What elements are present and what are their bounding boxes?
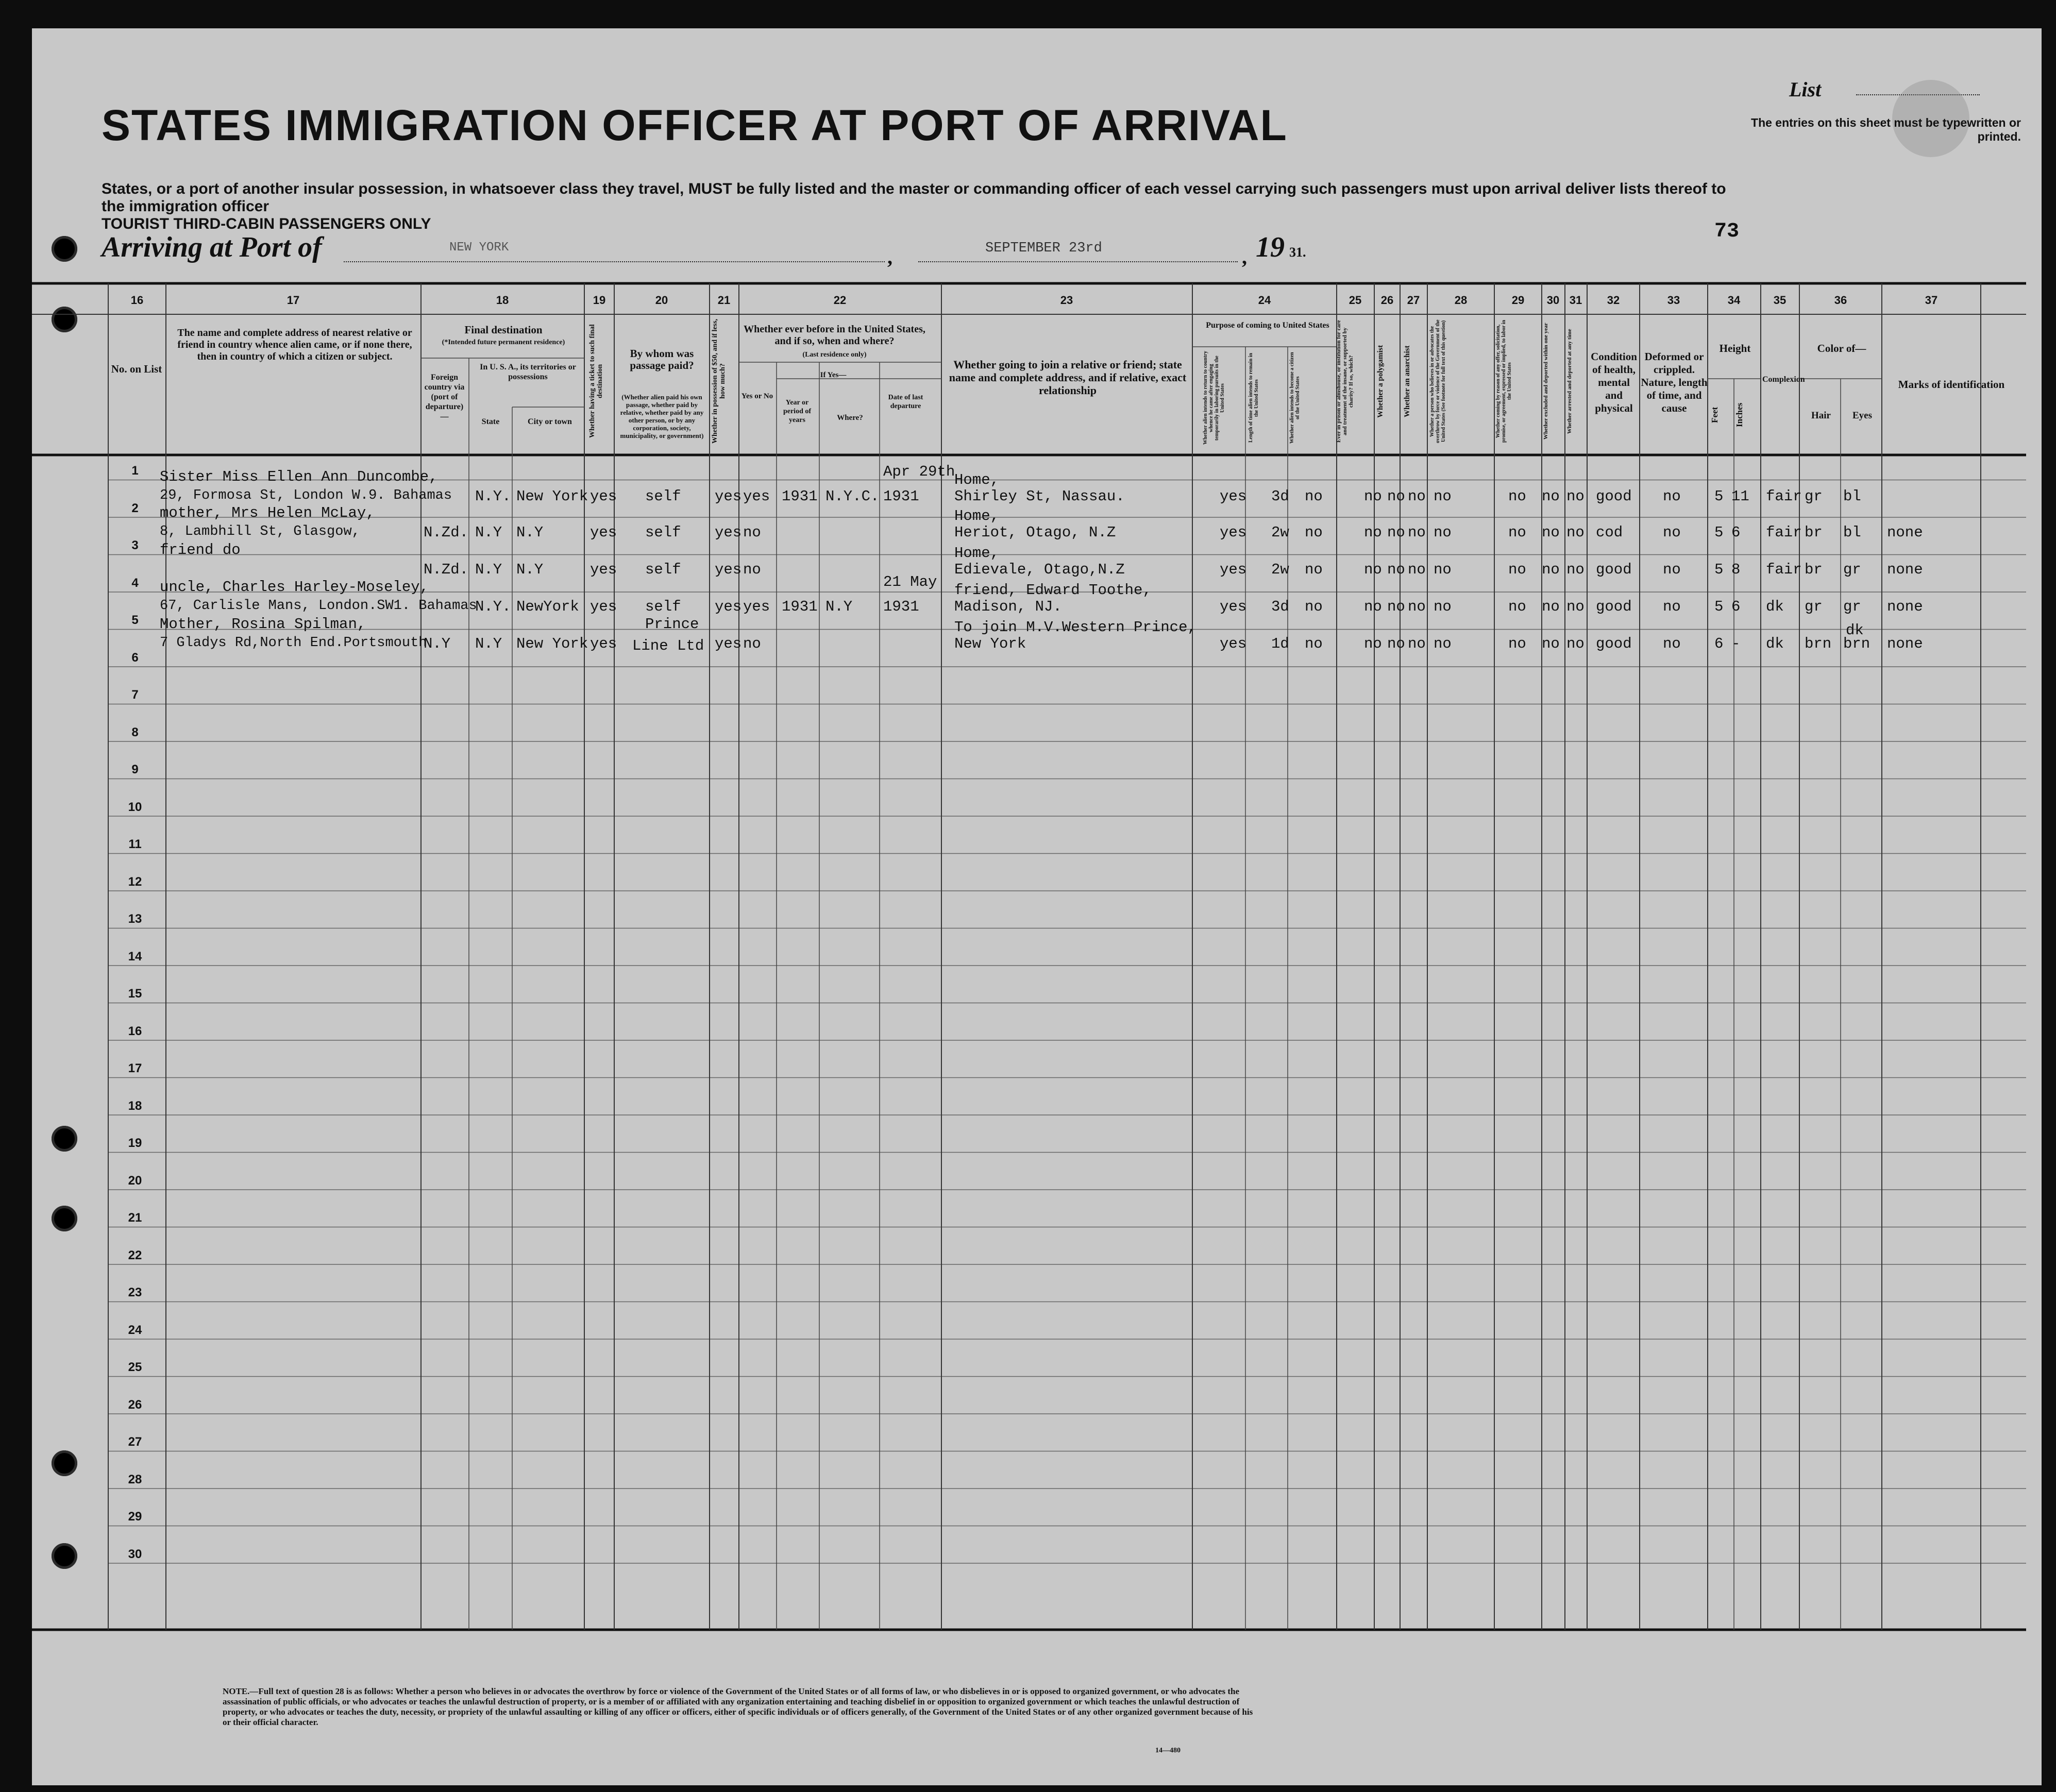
ticket-value: yes (590, 635, 617, 652)
row-number: 8 (131, 725, 139, 739)
purpose-citizen: no (1305, 488, 1323, 505)
q31-value: no (1566, 635, 1585, 652)
column-number: 35 (1773, 294, 1787, 307)
header-date-departure: Date of last departure (888, 394, 923, 410)
header-state: State (481, 417, 500, 426)
height-feet: 5 (1714, 524, 1724, 541)
column-number: 31 (1569, 294, 1582, 307)
purpose-return: yes (1220, 598, 1247, 615)
departure-date: Apr 29th (883, 463, 955, 480)
passage-paid: self (645, 524, 681, 541)
column-number: 26 (1380, 294, 1394, 307)
relative-name: friend do (160, 542, 241, 559)
purpose-length: 3d (1271, 488, 1289, 505)
row-number: 9 (131, 763, 139, 776)
header-v24c: Whether alien intends to become a citizen of the United States (1289, 352, 1301, 444)
joining-line2: Madison, NJ. (954, 598, 1062, 615)
complexion-value: fair (1766, 488, 1802, 505)
header-where: Where? (837, 414, 863, 422)
purpose-length: 1d (1271, 635, 1289, 652)
q29-value: no (1508, 635, 1526, 652)
departure-date: 21 May (883, 573, 937, 590)
joining-line1: Home, (954, 545, 1000, 562)
eyes-value: gr (1843, 598, 1861, 615)
passage-paid-line2: Line Ltd (632, 637, 704, 654)
column-number: 16 (130, 294, 144, 307)
row-number: 5 (131, 613, 139, 627)
passage-paid: self (645, 598, 681, 615)
hair-value: br (1805, 524, 1823, 541)
health-value: cod (1596, 524, 1623, 541)
column-number: 29 (1511, 294, 1525, 307)
form-number: 14—480 (1155, 1747, 1181, 1754)
purpose-citizen: no (1305, 524, 1323, 541)
health-value: good (1596, 561, 1632, 578)
column-number: 20 (655, 294, 668, 307)
page-title: STATES IMMIGRATION OFFICER AT PORT OF ARRIVAL (102, 101, 1288, 149)
joining-line2: New York (954, 635, 1026, 652)
q28-value: no (1434, 524, 1452, 541)
height-inches: - (1731, 635, 1741, 652)
header-health: Condition of health, mental and physical (1591, 350, 1637, 414)
destination-state: N.Y. (475, 488, 511, 505)
relative-address: 8, Lambhill St, Glasgow, (160, 524, 360, 539)
header-foreign-country: Foreign country via (port of departure)— (424, 373, 465, 421)
joining-line2: Shirley St, Nassau. (954, 488, 1125, 505)
header-before-in-us: Whether ever before in the United States, and if so, when and where? (744, 324, 925, 347)
health-value: good (1596, 488, 1632, 505)
purpose-return: yes (1220, 635, 1247, 652)
before-yes-no: no (743, 561, 761, 578)
passage-paid: self (645, 488, 681, 505)
column-number: 24 (1258, 294, 1271, 307)
q25-value: no (1364, 488, 1382, 505)
row-number: 16 (128, 1024, 142, 1038)
column-number: 37 (1925, 294, 1938, 307)
arrival-date: SEPTEMBER 23rd (985, 241, 1102, 256)
q29-value: no (1508, 598, 1526, 615)
purpose-return: yes (1220, 488, 1247, 505)
hair-value: gr (1805, 488, 1823, 505)
passenger-class: TOURIST THIRD-CABIN PASSENGERS ONLY (102, 215, 431, 232)
q27-value: no (1408, 561, 1426, 578)
q27-value: no (1408, 598, 1426, 615)
relative-name: Sister Miss Ellen Ann Duncombe, (160, 468, 438, 485)
before-where: N.Y.C. (825, 488, 880, 505)
complexion-value: dk (1766, 598, 1784, 615)
column-number: 21 (717, 294, 731, 307)
hair-value: br (1805, 561, 1823, 578)
row-number: 30 (128, 1547, 142, 1561)
header-complexion: Complexion (1762, 375, 1805, 384)
foreign-country: N.Y (424, 635, 451, 652)
ticket-value: yes (590, 598, 617, 615)
list-label: List (1789, 78, 1822, 101)
q30-value: no (1542, 524, 1560, 541)
q26-value: no (1387, 488, 1405, 505)
q25-value: no (1364, 635, 1382, 652)
header-height: Height (1719, 342, 1751, 354)
row-number: 27 (128, 1435, 142, 1449)
eyes-value: bl (1843, 488, 1861, 505)
q28-value: no (1434, 635, 1452, 652)
marks-value: none (1887, 598, 1923, 615)
header-yes-no: Yes or No (741, 392, 773, 400)
joining-line2: Heriot, Otago, N.Z (954, 524, 1116, 541)
purpose-citizen: no (1305, 561, 1323, 578)
header-v24a: Whether alien intends to return to country whence he came after engaging temporarily in laboring pursuits in the United States (1203, 351, 1225, 445)
destination-state: N.Y (475, 561, 502, 578)
header-last-residence: (Last residence only) (802, 351, 867, 359)
q27-value: no (1408, 524, 1426, 541)
row-number: 10 (128, 800, 142, 814)
header-v24b: Length of time alien intends to remain in the United States (1248, 353, 1259, 443)
eyes-value: bl (1843, 524, 1861, 541)
port-value: NEW YORK (449, 241, 509, 255)
header-passage-paid: By whom was passage paid? (630, 347, 694, 371)
row-number: 20 (128, 1173, 142, 1188)
header-purpose: Purpose of coming to United States (1206, 321, 1329, 330)
header-inches: Inches (1734, 402, 1744, 427)
q27-value: no (1408, 635, 1426, 652)
column-number: 32 (1607, 294, 1620, 307)
q29-value: no (1508, 524, 1526, 541)
header-possession-50: Whether in possession of $50, and if less, how much? (711, 318, 727, 444)
relative-name: mother, Mrs Helen McLay, (160, 504, 375, 521)
height-inches: 6 (1731, 598, 1741, 615)
destination-state: N.Y (475, 524, 502, 541)
q30-value: no (1542, 635, 1560, 652)
q28-value: no (1434, 488, 1452, 505)
column-number: 22 (833, 294, 847, 307)
destination-state: N.Y (475, 635, 502, 652)
complexion-value: fair (1766, 524, 1802, 541)
row-number: 3 (131, 538, 139, 552)
deformed-value: no (1663, 598, 1681, 615)
q31-value: no (1566, 524, 1585, 541)
possession-value: yes (715, 524, 742, 541)
passage-paid: self (645, 561, 681, 578)
possession-value: yes (715, 561, 742, 578)
table-grid (32, 28, 2042, 1785)
header-in-usa: In U. S. A., its territories or possessions (480, 363, 576, 381)
entries-note: The entries on this sheet must be typewritten or printed. (1751, 116, 2021, 143)
header-eyes: Eyes (1852, 410, 1872, 421)
purpose-return: yes (1220, 524, 1247, 541)
deformed-value: no (1663, 488, 1681, 505)
column-number: 19 (593, 294, 606, 307)
hair-note: dk (1846, 622, 1864, 639)
sheet-number: 73 (1714, 220, 1740, 243)
q25-value: no (1364, 561, 1382, 578)
q29-value: no (1508, 488, 1526, 505)
destination-city: New York (516, 635, 588, 652)
possession-value: yes (715, 598, 742, 615)
departure-year: 1931 (883, 598, 919, 615)
eyes-value: gr (1843, 561, 1861, 578)
row-number: 14 (128, 949, 142, 963)
height-feet: 5 (1714, 598, 1724, 615)
q27-value: no (1408, 488, 1426, 505)
manifest-sheet: STATES IMMIGRATION OFFICER AT PORT OF ARRIVAL States, or a port of another insular possession, in whatsoever class they travel, MUST be fully listed and the master or commanding officer of each vessel carrying such passengers must upon arrival deliver lists thereof to the immigration officer TOURIST THIRD-CABIN PASSENGERS ONLY List The entries on this sheet must be typewritten or printed. Arriving at Port of NEW YORK , SEPTEMBER 23rd , 19 31. 73 16 17 18 19 20 21 22 23 24 25 26 27 28 29 30 31 32 33 34 35 36 37 No. on List The name and complete address of nearest relative or friend in country whence alien came, or if none there, then in country of which a citizen or subject. Final destination (*Intended future permanent residence) Foreign country via (port of departure)— In U. S. A., its territories or possessions State City or town Whether having a ticket to such final destination By whom was passage paid? (Whether alien paid his own passage, whether paid by relative, whether paid by any other person, or by any corporation, society, municipality, or government) Whether in possession of $50, and if less, how much? Whether ever before in the United States, and if so, when and where? (Last residence only) If Yes— Yes or No Year or period of years Where? Date of last departure Whether going to join a relative or friend; state name and complete address, and if relative, exact relationship Purpose of coming to United States Whether alien intends to return to country whence he came after engaging temporarily in laboring pursuits in the United States Length of time alien intends to remain in the United States Whether alien intends to become a citizen of the United States Ever in prison or almshouse, or institution for care and treatment of the insane, or supported by charity? If so, which? Whether a polygamist Whether an anarchist Whether a person who believes in or advocates the overthrow by force or violence of the Government of the United States (See footnote for full text of this question) Whether coming by reason of any offer, solicitation, promise, or agreement, expressed or implied, to labor in the United States Whether excluded and deported within one year Whether arrested and deported at any time Condition of health, mental and physical Deformed or crippled. Nature, length of time, and cause Height Feet Inches Complexion Color of— Hair Eyes Marks of identification 1 2 3 4 5 6 7 8 9 10 11 12 13 14 15 16 17 18 19 20 21 22 23 24 25 26 27 28 29 30 Sister Miss Ellen Ann Duncombe, 29, Formosa St, London W.9. Bahamas N.Y. New York yes self yes yes 1931 N.Y.C. Apr 29th 1931 Home, Shirley St, Nassau. yes 3d no no no no no no no no good no 5 11 fair gr bl mother, Mrs Helen McLay, 8, Lambhill St, Glasgow, N.Zd. N.Y N.Y yes self yes no Home, Heriot, Otago, N.Z yes 2w no no no no no no no no cod no 5 6 fair br bl none friend do N.Zd. N.Y N.Y yes self yes no Home, Edievale, Otago,N.Z yes 2w no no no no no no no no good no 5 8 fair br gr none uncle, Charles Harley-Moseley, 67, Carlisle Mans, London.SW1. Bahamas N.Y. NewYork yes self yes yes 1931 N.Y 21 May 1931 friend, Edward Toothe, Madison, NJ. yes 3d no no no no no no no no good no 5 6 dk gr gr none Mother, Rosina Spilman, 7 Gladys Rd,North End.Portsmouth N.Y N.Y New York yes Prince Line Ltd yes no To join M.V.Western Prince, New York yes 1d no no no no no no no no good no 6 - dk dk brn brn none NOTE.—Full text of question 28 is as follows: Whether a person who believes in or advocates the overthrow by force or violence of the Government of the United States or of all forms of law, or who disbelieves in or is opposed to organized government, or who advocates the assassination of public officials, or who advocates or teaches the unlawful destruction of property, or is a member of or affiliated with any organization entertaining and teaching disbelief in or opposition to organized government or which teaches the unlawful destruction of property, or who advocates or teaches the duty, necessity, or propriety of the unlawful assaulting or killing of any officer or officers, either of specific individuals or of officers generally, of the Government of the United States or of any other organized government because of his or their official character. 14—480 (32, 28, 2042, 1785)
health-value: good (1596, 598, 1632, 615)
possession-value: yes (715, 488, 742, 505)
before-yes-no: no (743, 635, 761, 652)
header-if-yes: If Yes— (820, 371, 847, 379)
row-number: 1 (131, 464, 139, 478)
relative-address: 29, Formosa St, London W.9. Bahamas (160, 488, 452, 503)
marks-value: none (1887, 524, 1923, 541)
before-year: 1931 (782, 488, 818, 505)
row-number: 23 (128, 1286, 142, 1299)
deformed-value: no (1663, 561, 1681, 578)
row-number: 18 (128, 1098, 142, 1113)
destination-state: N.Y. (475, 598, 511, 615)
relative-address: 7 Gladys Rd,North End.Portsmouth (160, 635, 427, 651)
q28-value: no (1434, 561, 1452, 578)
header-v25: Ever in prison or almshouse, or institution for care and treatment of the insane, or supported by charity? If so, which? (1336, 320, 1354, 443)
purpose-return: yes (1220, 561, 1247, 578)
height-feet: 5 (1714, 488, 1724, 505)
header-ticket: Whether having a ticket to such final destination (588, 324, 604, 438)
eyes-value: brn (1843, 635, 1870, 652)
marks-value: none (1887, 561, 1923, 578)
row-number: 26 (128, 1397, 142, 1412)
header-city: City or town (528, 417, 572, 426)
q26-value: no (1387, 598, 1405, 615)
joining-line1: friend, Edward Toothe, (954, 582, 1152, 599)
header-hair: Hair (1811, 410, 1831, 421)
destination-city: New York (516, 488, 588, 505)
header-deformed: Deformed or crippled. Nature, length of time, and cause (1641, 350, 1708, 414)
column-number: 33 (1667, 294, 1680, 307)
q31-value: no (1566, 561, 1585, 578)
row-number: 21 (128, 1211, 142, 1225)
header-final-destination: Final destination (464, 324, 543, 336)
row-number: 29 (128, 1510, 142, 1524)
foreign-country: N.Zd. (424, 524, 469, 541)
header-final-destination-note: (*Intended future permanent residence) (442, 339, 565, 346)
row-number: 13 (128, 912, 142, 926)
footnote: NOTE.—Full text of question 28 is as follows: Whether a person who believes in or advocates the overthrow by force or violence of the Government of the United States or of all forms of law, or who disbelieves in or is opposed to organized government, or who advocates the assassination of public officials, or who advocates or teaches the unlawful destruction of property, or is a member of or affiliated with any organization entertaining and teaching disbelief in or opposition to organized government or which teaches the unlawful destruction of property, or who advocates or teaches the duty, necessity, or propriety of the unlawful assaulting or killing of any officer or officers, either of specific individuals or of officers generally, of the Government of the United States or of any other organized government because of his or their official character. (223, 1686, 1253, 1727)
q30-value: no (1542, 598, 1560, 615)
column-number: 30 (1546, 294, 1560, 307)
height-inches: 6 (1731, 524, 1741, 541)
header-v28: Whether a person who believes in or advocates the overthrow by force or violence of the Government of the United States (See footnote for full text of this question) (1429, 319, 1446, 443)
header-marks: Marks of identification (1898, 378, 2005, 391)
before-yes-no: yes (743, 488, 770, 505)
row-number: 28 (128, 1472, 142, 1486)
header-relative-abroad: The name and complete address of nearest relative or friend in country whence alien came, or if none there, then in country of which a citizen or subject. (177, 327, 412, 362)
year-suffix: 31. (1289, 245, 1306, 260)
row-number: 6 (131, 650, 139, 665)
header-color-of: Color of— (1817, 342, 1866, 354)
ticket-value: yes (590, 488, 617, 505)
header-passage-note: (Whether alien paid his own passage, whether paid by relative, whether paid by any other person, or by any corporation, society, municipality, or government) (620, 393, 704, 439)
height-feet: 5 (1714, 561, 1724, 578)
column-number: 18 (496, 294, 509, 307)
q26-value: no (1387, 561, 1405, 578)
joining-line1: Home, (954, 508, 1000, 525)
purpose-citizen: no (1305, 598, 1323, 615)
relative-address: 67, Carlisle Mans, London.SW1. Bahamas (160, 598, 477, 614)
row-number: 24 (128, 1323, 142, 1337)
column-number: 25 (1349, 294, 1362, 307)
joining-line1: To join M.V.Western Prince, (954, 619, 1196, 636)
hair-value: gr (1805, 598, 1823, 615)
row-number: 4 (131, 576, 139, 590)
column-number: 27 (1407, 294, 1420, 307)
q30-value: no (1542, 561, 1560, 578)
column-number: 34 (1727, 294, 1741, 307)
possession-value: yes (715, 635, 742, 652)
joining-line2: Edievale, Otago,N.Z (954, 561, 1125, 578)
destination-city: N.Y (516, 561, 544, 578)
row-number: 19 (128, 1136, 142, 1150)
q30-value: no (1542, 488, 1560, 505)
departure-year: 1931 (883, 488, 919, 505)
marks-value: none (1887, 635, 1923, 652)
header-v26: Whether a polygamist (1376, 345, 1385, 418)
relative-name: uncle, Charles Harley-Moseley, (160, 579, 429, 596)
foreign-country: N.Zd. (424, 561, 469, 578)
header-year-period: Year or period of years (783, 399, 812, 424)
height-feet: 6 (1714, 635, 1724, 652)
purpose-citizen: no (1305, 635, 1323, 652)
before-year: 1931 (782, 598, 818, 615)
before-where: N.Y (825, 598, 853, 615)
row-number: 7 (131, 688, 139, 702)
header-feet: Feet (1710, 407, 1720, 423)
deformed-value: no (1663, 524, 1681, 541)
purpose-length: 2w (1271, 561, 1289, 578)
ticket-value: yes (590, 524, 617, 541)
row-number: 12 (128, 874, 142, 889)
complexion-value: fair (1766, 561, 1802, 578)
header-v31: Whether arrested and deported at any time (1566, 329, 1573, 434)
passage-paid: Prince (645, 616, 699, 633)
year-prefix: 19 (1256, 231, 1285, 263)
hair-value: brn (1805, 635, 1832, 652)
column-number: 28 (1454, 294, 1468, 307)
relative-name: Mother, Rosina Spilman, (160, 616, 366, 633)
column-number: 17 (287, 294, 300, 307)
health-value: good (1596, 635, 1632, 652)
destination-city: N.Y (516, 524, 544, 541)
header-v27: Whether an anarchist (1403, 345, 1411, 417)
destination-city: NewYork (516, 598, 579, 615)
header-v30: Whether excluded and deported within one year (1543, 323, 1549, 440)
row-number: 2 (131, 501, 139, 515)
column-number: 23 (1060, 294, 1073, 307)
purpose-length: 3d (1271, 598, 1289, 615)
height-inches: 11 (1731, 488, 1749, 505)
before-yes-no: yes (743, 598, 770, 615)
header-joining: Whether going to join a relative or friend; state name and complete address, and if relative, exact relationship (949, 358, 1187, 397)
q29-value: no (1508, 561, 1526, 578)
joining-line1: Home, (954, 471, 1000, 488)
row-number: 22 (128, 1248, 142, 1262)
instruction-text: States, or a port of another insular possession, in whatsoever class they travel, MUST be fully listed and the master or commanding officer of each vessel carrying such passengers must upon arrival deliver lists thereof to the immigration officer TOURIST THIRD-CABIN PASSENGERS ONLY (102, 180, 1726, 232)
row-number: 25 (128, 1360, 142, 1374)
column-number: 36 (1834, 294, 1847, 307)
height-inches: 8 (1731, 561, 1741, 578)
q25-value: no (1364, 598, 1382, 615)
arriving-label: Arriving at Port of (102, 231, 322, 263)
header-v29: Whether coming by reason of any offer, solicitation, promise, or agreement, expressed or implied, to labor in the United States (1495, 319, 1512, 443)
q25-value: no (1364, 524, 1382, 541)
q26-value: no (1387, 524, 1405, 541)
q28-value: no (1434, 598, 1452, 615)
complexion-value: dk (1766, 635, 1784, 652)
before-yes-no: no (743, 524, 761, 541)
q31-value: no (1566, 488, 1585, 505)
q31-value: no (1566, 598, 1585, 615)
purpose-length: 2w (1271, 524, 1289, 541)
q26-value: no (1387, 635, 1405, 652)
deformed-value: no (1663, 635, 1681, 652)
ticket-value: yes (590, 561, 617, 578)
row-number: 11 (128, 837, 142, 851)
header-no-on-list: No. on List (111, 363, 162, 375)
row-number: 17 (128, 1061, 142, 1075)
row-number: 15 (128, 987, 142, 1001)
